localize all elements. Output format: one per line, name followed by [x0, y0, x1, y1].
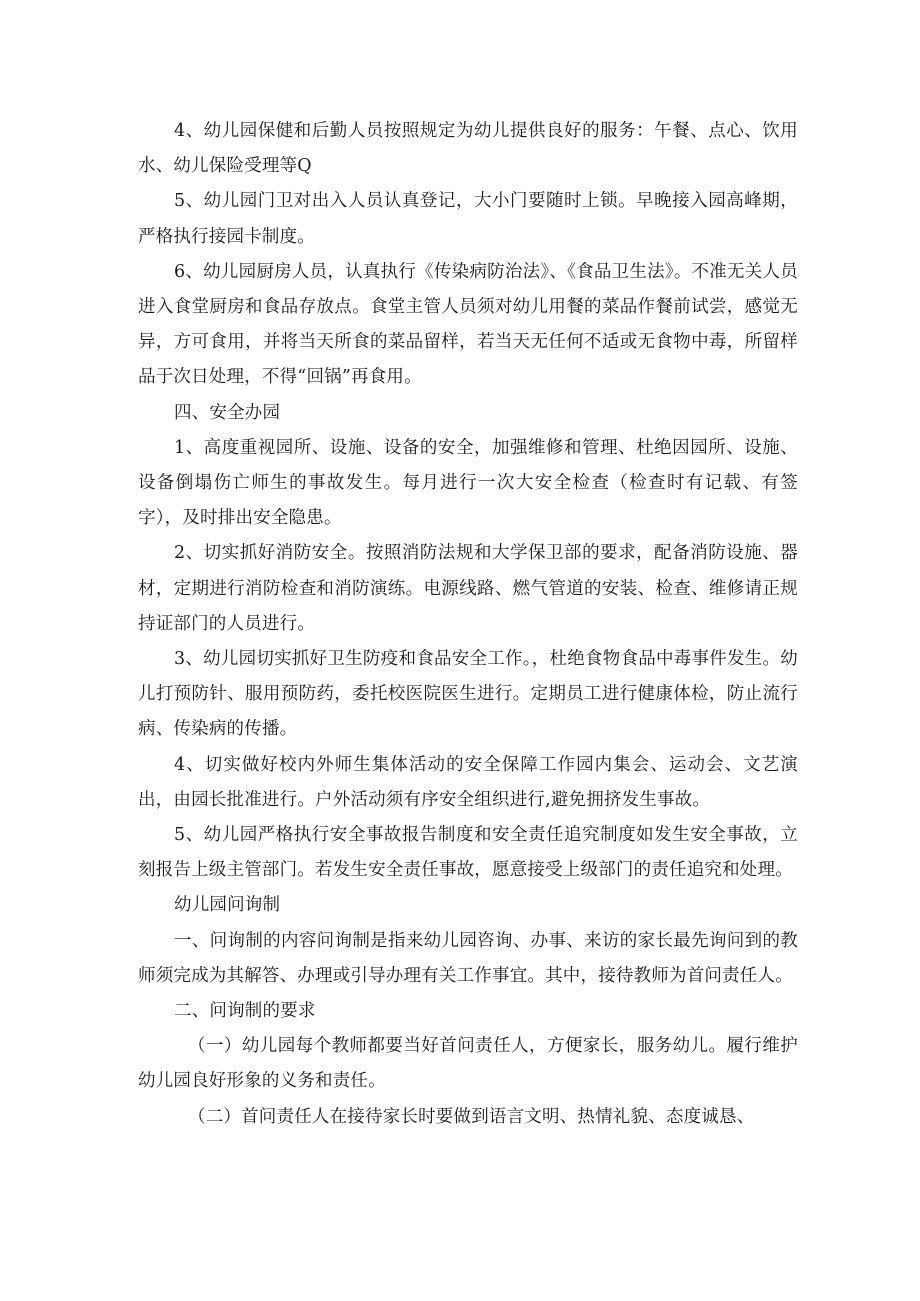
paragraph-item-4-health-logistics: 4、幼儿园保健和后勤人员按照规定为幼儿提供良好的服务：午餐、点心、饮用水、幼儿保险受理等Q — [138, 121, 798, 177]
paragraph-requirement-2: （二）首问责任人在接待家长时要做到语言文明、热情礼貌、态度诚恳、 — [188, 1106, 755, 1127]
paragraph-safety-1-facilities: 1、高度重视园所、设施、设备的安全，加强维修和管理、杜绝因园所、设施、设备倒塌伤亡师生的事故发生。每月进行一次大安全检查（检查时有记载、有签字），及时排出安全隐患。 — [138, 437, 798, 529]
paragraph-requirement-1: （一）幼儿园每个教师都要当好首问责任人，方便家长，服务幼儿。履行维护幼儿园良好形象的义务和责任。 — [138, 1036, 798, 1092]
paragraph-safety-5-reporting: 5、幼儿园严格执行安全事故报告制度和安全责任追究制度如发生安全事故，立刻报告上级主管部门。若发生安全责任事故，愿意接受上级部门的责任追究和处理。 — [138, 825, 798, 881]
paragraph-safety-2-fire: 2、切实抓好消防安全。按照消防法规和大学保卫部的要求，配备消防设施、器材，定期进行消防检查和消防演练。电源线路、燃气管道的安装、检查、维修请正规持证部门的人员进行。 — [138, 543, 798, 634]
paragraph-safety-4-activities: 4、切实做好校内外师生集体活动的安全保障工作园内集会、运动会、文艺演出，由园长批准进行。户外活动须有序安全组织进行,避免拥挤发生事故。 — [138, 754, 798, 810]
document-body — [138, 114, 798, 1135]
paragraph-item-5-gatekeeper: 5、幼儿园门卫对出入人员认真登记，大小门要随时上锁。早晚接入园高峰期，严格执行接园卡制度。 — [138, 191, 798, 247]
section-heading-safety: 四、安全办园 — [174, 402, 281, 423]
paragraph-item-6-kitchen: 6、幼儿园厨房人员，认真执行《传染病防治法》、《食品卫生法》。不准无关人员进入食堂厨房和食品存放点。食堂主管人员须对幼儿用餐的菜品作餐前试尝，感觉无异，方可食用，并将当天所食的菜品留样，若当天无任何不适或无食物中毒，所留样品于次日处理，不得“回锅”再食用。 — [138, 261, 798, 388]
section-heading-inquiry-requirements: 二、问询制的要求 — [174, 1001, 316, 1022]
paragraph-inquiry-content: 一、问询制的内容问询制是指来幼儿园咨询、办事、来访的家长最先询问到的教师须完成为其解答、办理或引导办理有关工作事宜。其中，接待教师为首问责任人。 — [138, 930, 798, 986]
section-title-inquiry-system: 幼儿园问询制 — [174, 895, 281, 916]
paragraph-safety-3-hygiene: 3、幼儿园切实抓好卫生防疫和食品安全工作。，杜绝食物食品中毒事件发生。幼儿打预防针、服用预防药，委托校医院医生进行。定期员工进行健康体检，防止流行病、传染病的传播。 — [138, 649, 798, 740]
